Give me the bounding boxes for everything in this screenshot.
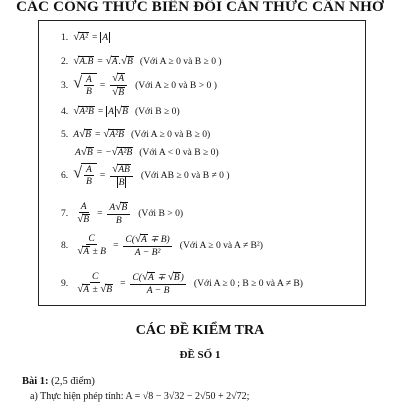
formula-condition: (Với A ≥ 0 và B ≥ 0 ) [139, 55, 222, 67]
formula-number: 8. [61, 239, 69, 251]
formula-number: 4. [61, 105, 69, 117]
formula-condition: (Với A ≥ 0 và A ≠ B²) [179, 239, 263, 251]
formula-number: 3. [61, 79, 69, 91]
formula-3: 3. √ $\frac{A}{B}$ = $\frac{√A}{√B}$ (Với A ≥ 0 và B > 0 ) [61, 72, 217, 98]
formula-5a: 5. A√B = √A²B (Với A ≥ 0 và B ≥ 0) [61, 128, 211, 140]
formula-9: 9. $\frac{C}{√A \pm √B}$ = $\frac{C(√A \mp √B)}{A - B}$ (Với A ≥ 0 ; B ≥ 0 và A ≠ B) [61, 271, 303, 296]
formula-number: 6. [61, 169, 69, 181]
formula-box [38, 20, 366, 306]
formula-number: 9. [61, 277, 69, 289]
formula-6: 6. √ $\frac{A}{B}$ = $\frac{√AB}{B}$ (Với AB ≥ 0 và B ≠ 0 ) [61, 163, 230, 188]
formula-condition: (Với A ≥ 0 và B ≥ 0) [130, 128, 211, 140]
section-title: CÁC ĐỀ KIỂM TRA [135, 323, 265, 338]
exercise-task: a) Thực hiện phép tính: A = √8 − 3√32 − 2√50 + 2√72; [30, 391, 250, 402]
formula-condition: (Với A < 0 và B ≥ 0) [139, 146, 219, 158]
exam-title: ĐỀ SỐ 1 [179, 349, 221, 361]
exercise-label: Bài 1: [22, 376, 49, 387]
formula-4: 4. √A²B = A √B (Với B ≥ 0) [61, 105, 180, 117]
formula-5b: A√B = −√A²B (Với A < 0 và B ≥ 0) [75, 146, 219, 158]
exercise-points: (2,5 điểm) [51, 376, 95, 387]
formula-number: 7. [61, 207, 69, 219]
formula-condition: (Với B ≥ 0) [134, 105, 180, 117]
formula-7: 7. $\frac{A}{√B}$ = $\frac{A√B}{B}$ (Với B > 0) [61, 201, 184, 226]
formula-number: 5. [61, 128, 69, 140]
exercise-heading [22, 376, 95, 387]
formula-number: 2. [61, 55, 69, 67]
formula-1: 1. √A² = A [61, 31, 109, 43]
page-title: CÁC CÔNG THỨC BIẾN ĐỔI CĂN THỨC CẦN NHỚ [16, 0, 384, 15]
formula-condition: (Với B > 0) [138, 207, 184, 219]
formula-number: 1. [61, 31, 69, 43]
formula-condition: (Với A ≥ 0 ; B ≥ 0 và A ≠ B) [193, 277, 303, 289]
formula-8: 8. $\frac{C}{√A \pm B}$ = $\frac{C(√A \mp B)}{\text{A − B²}}$ (Với A ≥ 0 và A ≠ B²) [61, 233, 263, 258]
formula-2: 2. √A.B = √A.√B (Với A ≥ 0 và B ≥ 0 ) [61, 55, 222, 67]
formula-condition: (Với A ≥ 0 và B > 0 ) [135, 79, 217, 91]
formula-condition: (Với AB ≥ 0 và B ≠ 0 ) [140, 169, 230, 181]
